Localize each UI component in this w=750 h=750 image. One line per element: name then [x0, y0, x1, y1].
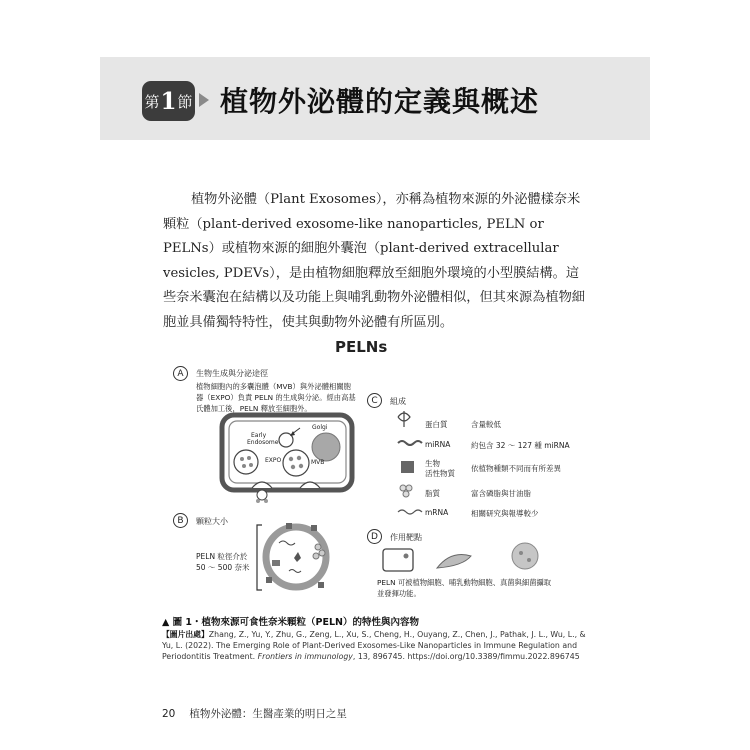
source-rest: , 13, 896745. https://doi.org/10.3389/fimmu.2022.896745 [352, 652, 580, 661]
figure-title: PELNs [335, 338, 388, 356]
panel-d-letter: D [367, 529, 382, 544]
size-line-2: 50 ～ 500 奈米 [196, 563, 250, 572]
component-desc: 相關研究與報導較少 [471, 509, 539, 518]
panel-a-description: 植物細胞內的多囊泡體（MVB）與外泌體相關胞器（EXPO）負責 PELN 的生成與分泌。經由高基氏體加工後，PELN 釋放至細胞外。 [196, 382, 356, 413]
panel-a-letter: A [173, 366, 188, 381]
label-golgi: Golgi [312, 424, 328, 431]
component-name: 蛋白質 [425, 420, 448, 429]
label-endosome: Endosome [247, 439, 279, 446]
panel-a-heading: 生物生成與分泌途徑 [196, 369, 268, 378]
panel-c-letter: C [367, 393, 382, 408]
badge-suffix: 節 [177, 92, 193, 111]
figure-caption: ▲ 圖 1・植物來源可食性奈米顆粒（PELN）的特性與內容物 [162, 617, 419, 628]
source-authors: Zhang, Z., Yu, Y., Zhu, G., Zeng, L., Xu, S., Cheng, H., Ouyang, Z., Chen, J., Pathak, J. L., Wu, L., & Yu, L. (2022). The Emerging Role of Plant-Derived Exosomes-Like Nanoparticles in Immune Regulation and Periodontitis Treatment. [162, 630, 586, 661]
composition-icons [398, 411, 422, 514]
component-name: miRNA [425, 440, 451, 449]
component-name: mRNA [425, 508, 449, 517]
page-number: 20 [162, 708, 176, 720]
panel-d-description: PELN 可被植物細胞、哺乳動物細胞、真菌與細菌攝取並發揮功能。 [377, 578, 552, 598]
panel-b-letter: B [173, 513, 188, 528]
component-desc: 富含磷脂與甘油脂 [471, 489, 531, 498]
label-mvb: MVB [311, 459, 325, 466]
component-name: 脂質 [425, 489, 440, 498]
panel-d-heading: 作用靶點 [390, 533, 422, 542]
component-desc: 約包含 32 ～ 127 種 miRNA [471, 441, 570, 450]
label-expo: EXPO [265, 457, 282, 464]
source-tag: 【圖片出處】 [162, 630, 209, 639]
label-early: Early [251, 432, 267, 439]
target-cells-diagram [383, 543, 538, 571]
figure-source [162, 629, 592, 662]
page-footer [162, 706, 347, 721]
book-title: 植物外泌體：生醫產業的明日之星 [189, 708, 347, 720]
section-title: 植物外泌體的定義與概述 [220, 85, 540, 118]
component-name-line2: 活性物質 [425, 469, 455, 478]
plant-cell-diagram [222, 415, 352, 503]
panel-b-heading: 顆粒大小 [196, 517, 228, 526]
source-journal: Frontiers in immunology [257, 652, 353, 661]
badge-prefix: 第 [144, 92, 160, 111]
badge-number: 1 [160, 87, 177, 115]
component-desc: 含量較低 [471, 420, 501, 429]
panel-c-heading: 組成 [390, 397, 406, 406]
size-line-1: PELN 粒徑介於 [196, 552, 248, 561]
component-name-line1: 生物 [425, 459, 440, 468]
body-text: 植物外泌體（Plant Exosomes），亦稱為植物來源的外泌體樣奈米顆粒（plant-derived exosome-like nanoparticles, PELN or PELNs）或植物來源的細胞外囊泡（plant-derived extracellular vesicles, PDEVs），是由植物細胞釋放至細胞外環境的小型膜結構。這些奈米囊泡在結構以及功能上與哺乳動物外泌體相似，但其來源為植物細胞並具備獨特特性，使其與動物外泌體有所區別。 [163, 192, 585, 330]
component-desc: 依植物種類不同而有所差異 [471, 464, 561, 473]
vesicle-size-diagram [257, 523, 326, 590]
